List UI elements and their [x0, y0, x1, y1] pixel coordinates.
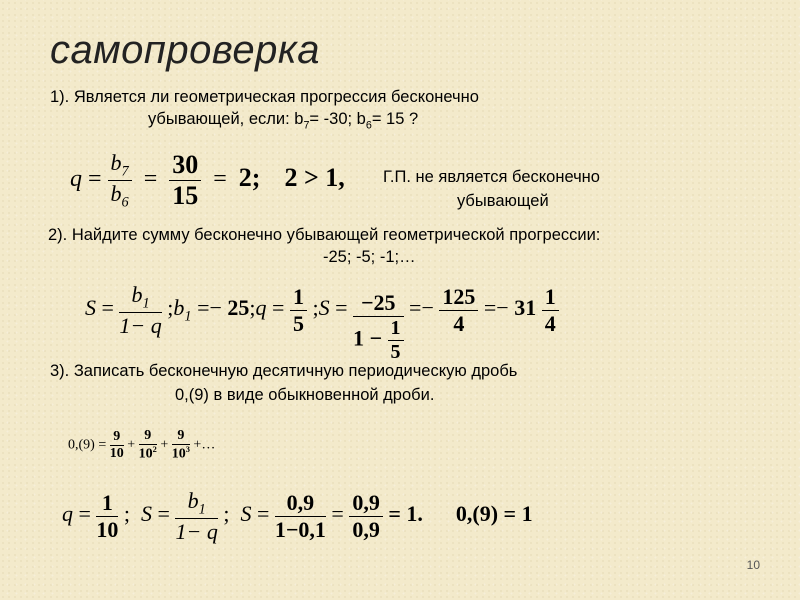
- task1-formula: q = $\frac{b_7}{b_6}$ = $\frac{30}{15}$ = 2; 2 > 1,: [70, 150, 345, 211]
- task1-answer-line1: Г.П. не является бесконечно: [383, 168, 600, 186]
- slide-number: 10: [746, 558, 760, 572]
- task1-line2: убывающей, если: $b_7= -30$; $b_6= 15$ ?: [148, 110, 419, 132]
- task1-line1: 1). Является ли геометрическая прогрессия бесконечно: [50, 88, 479, 106]
- task2-formula: S = $\frac{b_1}{1- q}$ $;b_1$ =− 25;q = $\frac{1}{5}$ ;S = −25 1 − $\frac{1}{5}$ =− $\frac{125}{4}$ =− 31 $\frac{1}{4}$: [85, 282, 559, 364]
- task1-answer-line2: убывающей: [457, 192, 549, 210]
- task3-line2: 0,(9) в виде обыкновенной дроби.: [175, 386, 435, 404]
- task2-line2: -25; -5; -1;…: [323, 248, 416, 266]
- task2-line1: 2). Найдите сумму бесконечно убывающей геометрической прогрессии:: [48, 226, 601, 244]
- task3-line1: 3). Записать бесконечную десятичную периодическую дробь: [50, 362, 518, 380]
- task3-series: 0,(9) = $\frac{9}{10}$ + $\frac{9}{10^2}$ + $\frac{9}{10^3}$ +…: [68, 428, 216, 462]
- slide-title: самопроверка: [50, 28, 321, 72]
- task3-formula: q = $\frac{1}{10}$ ; S = $\frac{b_1}{1- q}$ ; S = $\frac{0,9}{1-0,1}$ = $\frac{0,9}{0,9}$ = 1. 0,(9) = 1: [62, 488, 533, 544]
